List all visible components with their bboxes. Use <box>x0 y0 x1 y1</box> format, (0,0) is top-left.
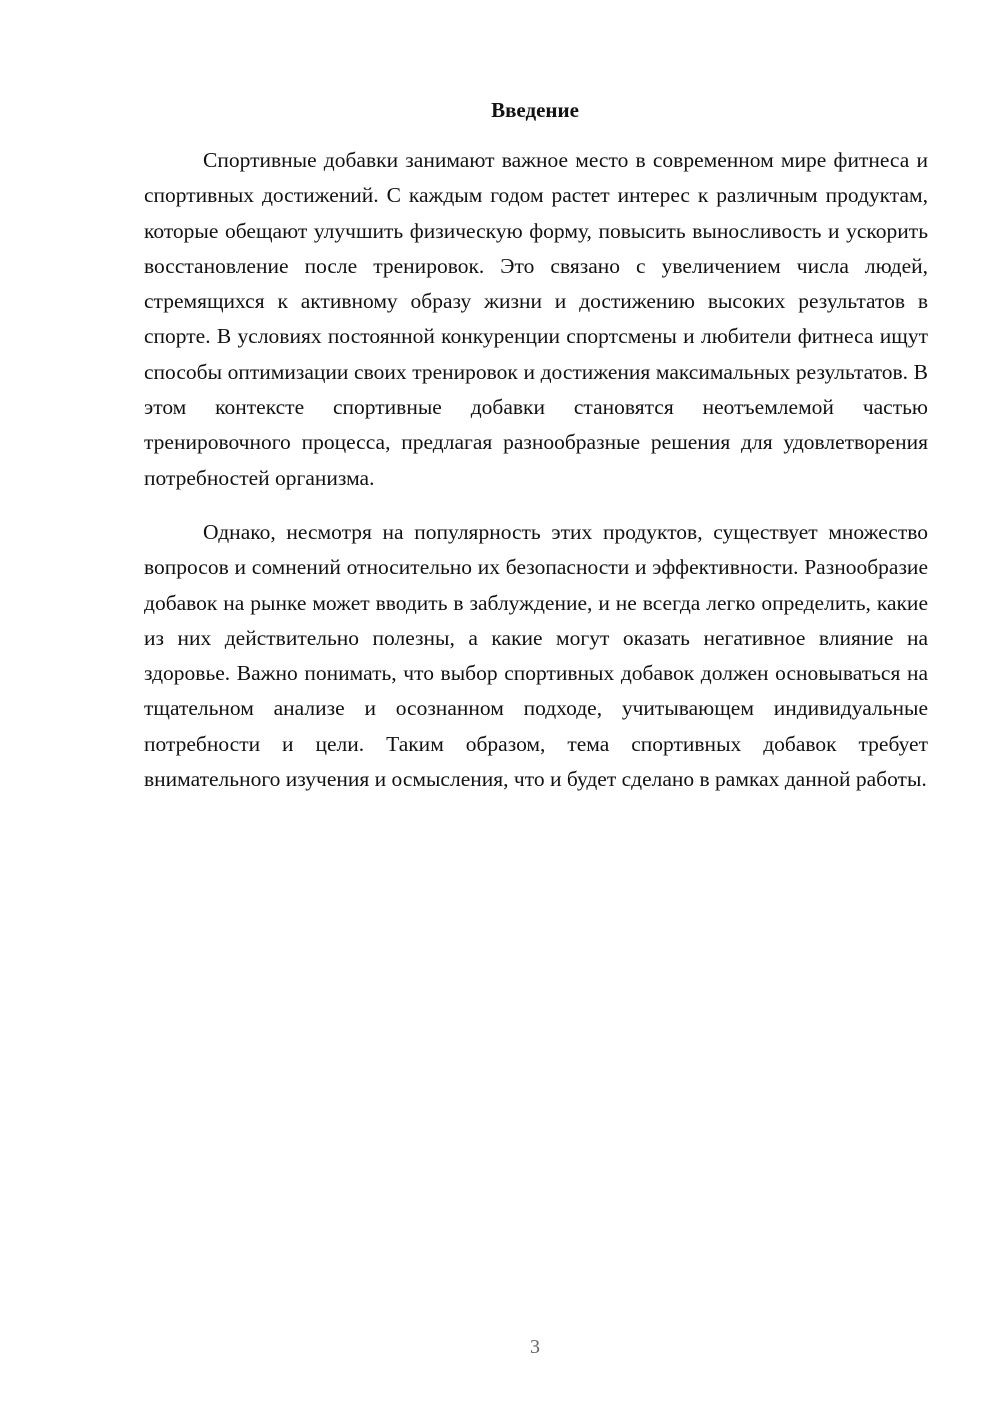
body-text <box>144 143 928 797</box>
page-number: 3 <box>530 1336 540 1358</box>
paragraph-introduction-2: Однако, несмотря на популярность этих продуктов, существует множество вопросов и сомнений относительно их безопасности и эффективности. Разнообразие добавок на рынке может вводить в заблуждение, и не всегда легко определить, какие из них действительно полезны, а какие могут оказать негативное влияние на здоровье. Важно понимать, что выбор спортивных добавок должен основываться на тщательном анализе и осознанном подходе, учитывающем индивидуальные потребности и цели. Таким образом, тема спортивных добавок требует внимательного изучения и осмысления, что и будет сделано в рамках данной работы. <box>144 519 928 792</box>
section-title: Введение <box>491 98 579 122</box>
paragraph-introduction-1: Спортивные добавки занимают важное место в современном мире фитнеса и спортивных достижений. С каждым годом растет интерес к различным продуктам, которые обещают улучшить физическую форму, повысить выносливость и ускорить восстановление после тренировок. Это связано с увеличением числа людей, стремящихся к активному образу жизни и достижению высоких результатов в спорте. В условиях постоянной конкуренции спортсмены и любители фитнеса ищут способы оптимизации своих тренировок и достижения максимальных результатов. В этом контексте спортивные добавки становятся неотъемлемой частью тренировочного процесса, предлагая разнообразные решения для удовлетворения потребностей организма. <box>144 148 928 490</box>
